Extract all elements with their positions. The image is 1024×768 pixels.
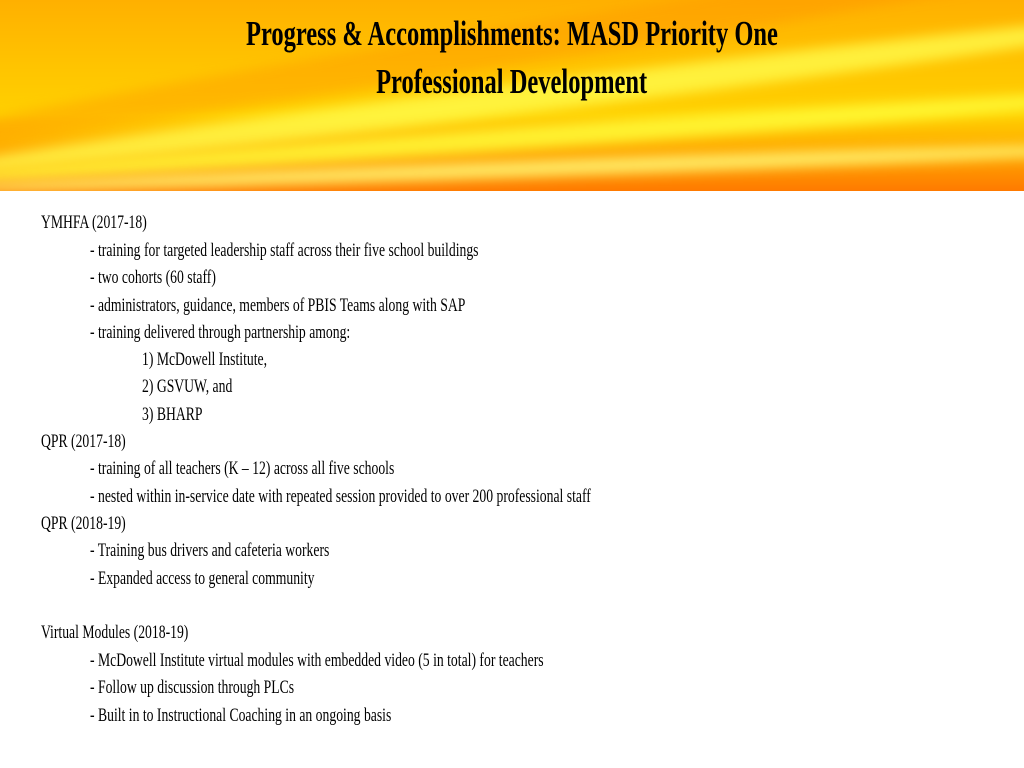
bullet-item: - Follow up discussion through PLCs (90, 677, 295, 698)
slide-title-line2: Professional Development (376, 62, 648, 101)
slide-subtitle (0, 62, 1024, 102)
bullet-item: - McDowell Institute virtual modules with embedded video (5 in total) for teachers (90, 650, 544, 671)
bullet-item: - administrators, guidance, members of PBIS Teams along with SAP (90, 295, 466, 316)
bullet-item: - Built in to Instructional Coaching in an ongoing basis (90, 705, 392, 726)
slide-title-line1: Progress & Accomplishments: MASD Priority One (246, 14, 778, 53)
bullet-item: 3) BHARP (142, 404, 203, 425)
slide-title (0, 14, 1024, 54)
bullet-item: 1) McDowell Institute, (142, 349, 267, 370)
bullet-item: - training of all teachers (K – 12) across all five schools (90, 458, 395, 479)
bullet-item: - training delivered through partnership among: (90, 322, 351, 343)
bullet-item: - training for targeted leadership staff across their five school buildings (90, 240, 479, 261)
section-heading: QPR (2018-19) (41, 513, 126, 534)
bullet-item: - nested within in-service date with repeated session provided to over 200 professional staff (90, 486, 591, 507)
bullet-item: - Training bus drivers and cafeteria workers (90, 540, 330, 561)
section-heading: QPR (2017-18) (41, 431, 126, 452)
section-heading: YMHFA (2017-18) (41, 212, 147, 233)
bullet-item: - two cohorts (60 staff) (90, 267, 216, 288)
bullet-item: - Expanded access to general community (90, 568, 315, 589)
bullet-item: 2) GSVUW, and (142, 376, 233, 397)
slide-header-banner (0, 0, 1024, 191)
section-heading: Virtual Modules (2018-19) (41, 622, 189, 643)
